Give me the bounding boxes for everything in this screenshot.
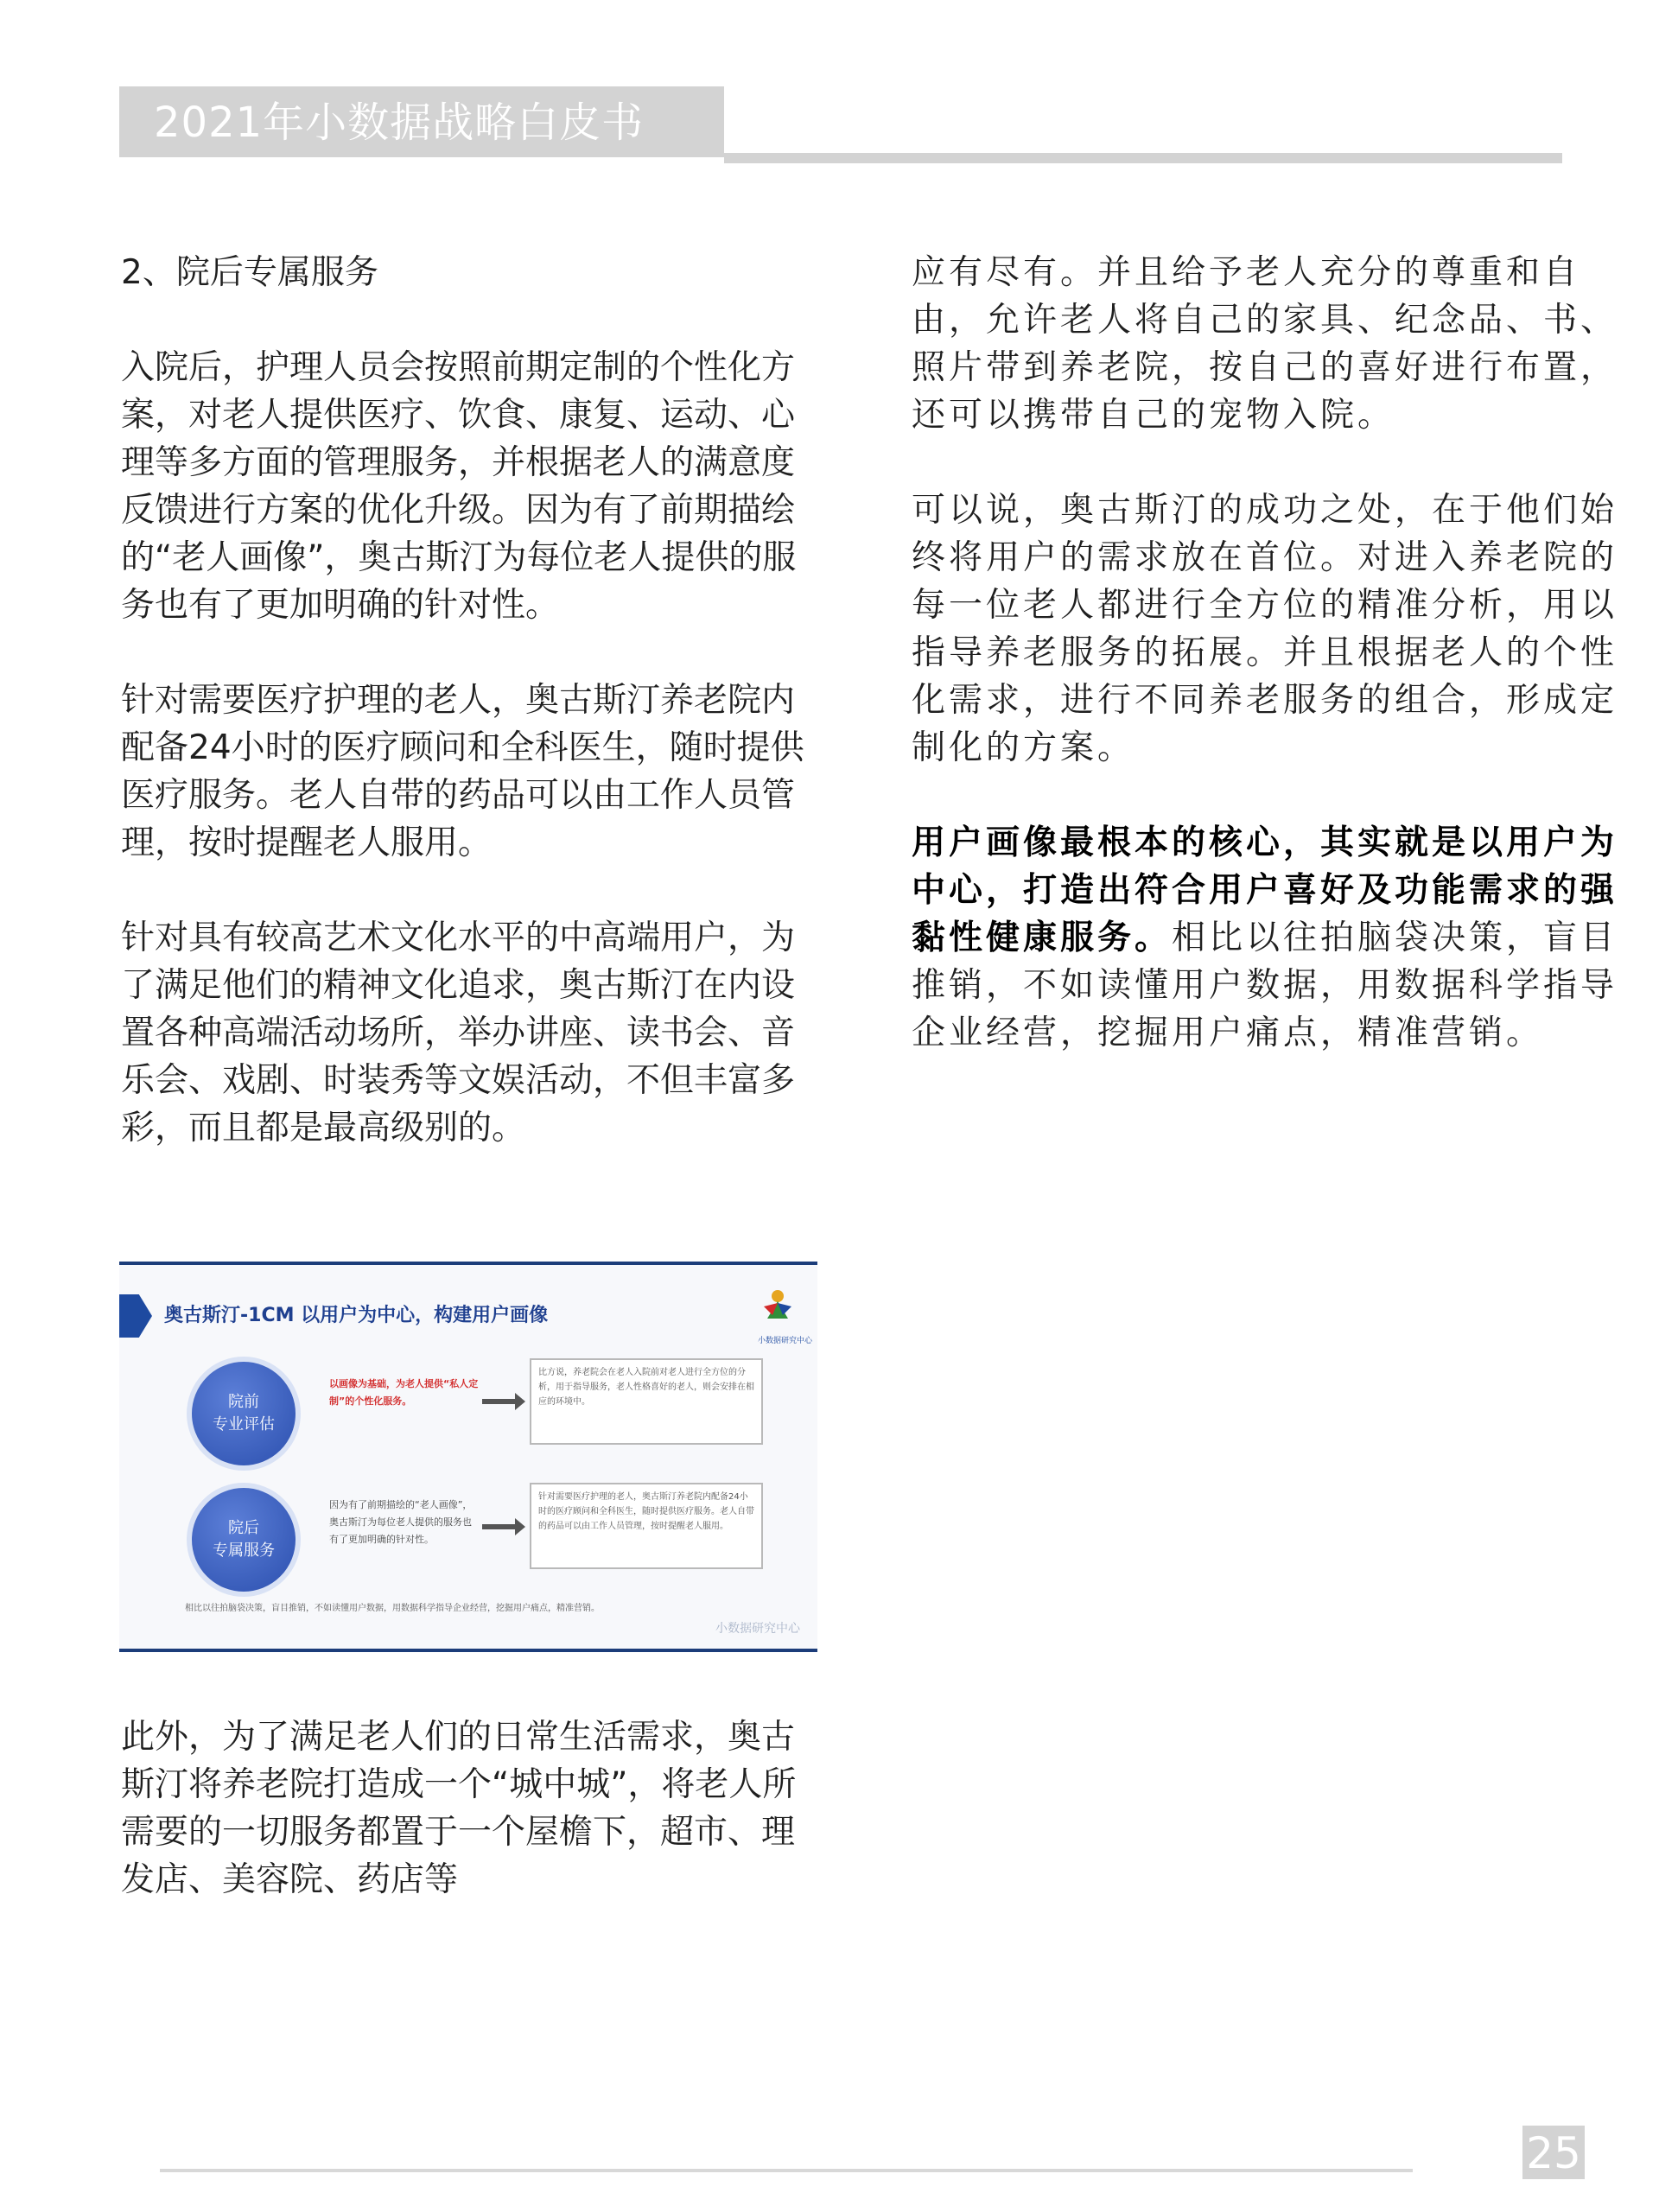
paragraph: 此外，为了满足老人们的日常生活需求，奥古斯汀将养老院打造成一个“城中城”，将老人所需要的一切服务都置于一个屋檐下，超市、理发店、美容院、药店等 <box>121 1718 797 1899</box>
paragraph: 针对需要医疗护理的老人，奥古斯汀养老院内配备24小时的医疗顾问和全科医生，随时提供医疗服务。老人自带的药品可以由工作人员管理，按时提醒老人服用。 <box>121 681 804 862</box>
stage-description: 因为有了前期描绘的“老人画像”，奥古斯汀为每位老人提供的服务也有了更加明确的针对性。 <box>329 1499 473 1545</box>
conclusion-bold: 用户画像最根本的核心，其实就是以用户为中心，打造出符合用户喜好及功能需求的强黏性健康服务。 <box>912 823 1618 957</box>
detail-box: 比方说，养老院会在老人入院前对老人进行全方位的分析，用于指导服务，老人性格喜好的老人，则会安排在相应的环境中。 <box>530 1358 763 1445</box>
page-number: 25 <box>1526 2128 1581 2178</box>
stage-label: 院后 <box>228 1519 259 1537</box>
arrow-right-icon <box>482 1399 517 1404</box>
stage-label: 专属服务 <box>213 1541 275 1560</box>
figure-title: 奥古斯汀-1CM 以用户为中心，构建用户画像 <box>164 1305 549 1326</box>
arrow-icon <box>119 1294 152 1338</box>
detail-box: 针对需要医疗护理的老人，奥古斯汀养老院内配备24小时的医疗顾问和全科医生，随时提供医疗服务。老人自带的药品可以由工作人员管理，按时提醒老人服用。 <box>530 1483 763 1569</box>
paragraph: 针对具有较高艺术文化水平的中高端用户，为了满足他们的精神文化追求，奥古斯汀在内设置各种高端活动场所，举办讲座、读书会、音乐会、戏剧、时装秀等文娱活动，不但丰富多彩，而且都是最高级别的。 <box>121 918 796 1147</box>
figure-title-bar <box>119 1294 603 1338</box>
figure-user-portrait <box>119 1262 817 1652</box>
section-heading: 2、院后专属服务 <box>121 253 378 292</box>
research-center-logo-icon <box>752 1281 804 1332</box>
left-column <box>121 249 821 1199</box>
paragraph: 可以说，奥古斯汀的成功之处，在于他们始终将用户的需求放在首位。对进入养老院的每一位老人都进行全方位的精准分析，用以指导养老服务的拓展。并且根据老人的个性化需求，进行不同养老服务的组合，形成定制化的方案。 <box>912 491 1618 767</box>
logo-caption: 小数据研究中心 <box>757 1337 812 1345</box>
conclusion-text: 相比以往拍脑袋决策，盲目推销，不如读懂用户数据，用数据科学指导企业经营，挖掘用户痛点，精准营销。 <box>912 918 1618 1052</box>
header-rule <box>724 153 1562 163</box>
stage-circle-post <box>187 1483 301 1597</box>
left-column-continued <box>121 1713 821 1951</box>
figure-watermark: 小数据研究中心 <box>715 1622 800 1636</box>
paragraph: 应有尽有。并且给予老人充分的尊重和自由，允许老人将自己的家具、纪念品、书、照片带到养老院，按自己的喜好进行布置，还可以携带自己的宠物入院。 <box>912 253 1618 435</box>
arrow-right-icon <box>482 1524 517 1529</box>
footer-rule <box>160 2169 1413 2172</box>
stage-label: 专业评估 <box>213 1415 275 1433</box>
figure-summary: 相比以往拍脑袋决策，盲目推销，不如读懂用户数据，用数据科学指导企业经营，挖掘用户痛点，精准营销。 <box>185 1604 600 1613</box>
document-title: 2021年小数据战略白皮书 <box>154 99 645 147</box>
right-column <box>912 249 1629 1104</box>
stage-circle-pre <box>187 1357 301 1471</box>
paragraph: 入院后，护理人员会按照前期定制的个性化方案，对老人提供医疗、饮食、康复、运动、心理等多方面的管理服务，并根据老人的满意度反馈进行方案的优化升级。因为有了前期描绘的“老人画像”，奥古斯汀为每位老人提供的服务也有了更加明确的针对性。 <box>121 348 797 625</box>
conclusion-paragraph <box>912 819 1629 1057</box>
stage-description: 以画像为基础，为老人提供“私人定制”的个性化服务。 <box>329 1378 479 1407</box>
stage-label: 院前 <box>228 1393 259 1411</box>
